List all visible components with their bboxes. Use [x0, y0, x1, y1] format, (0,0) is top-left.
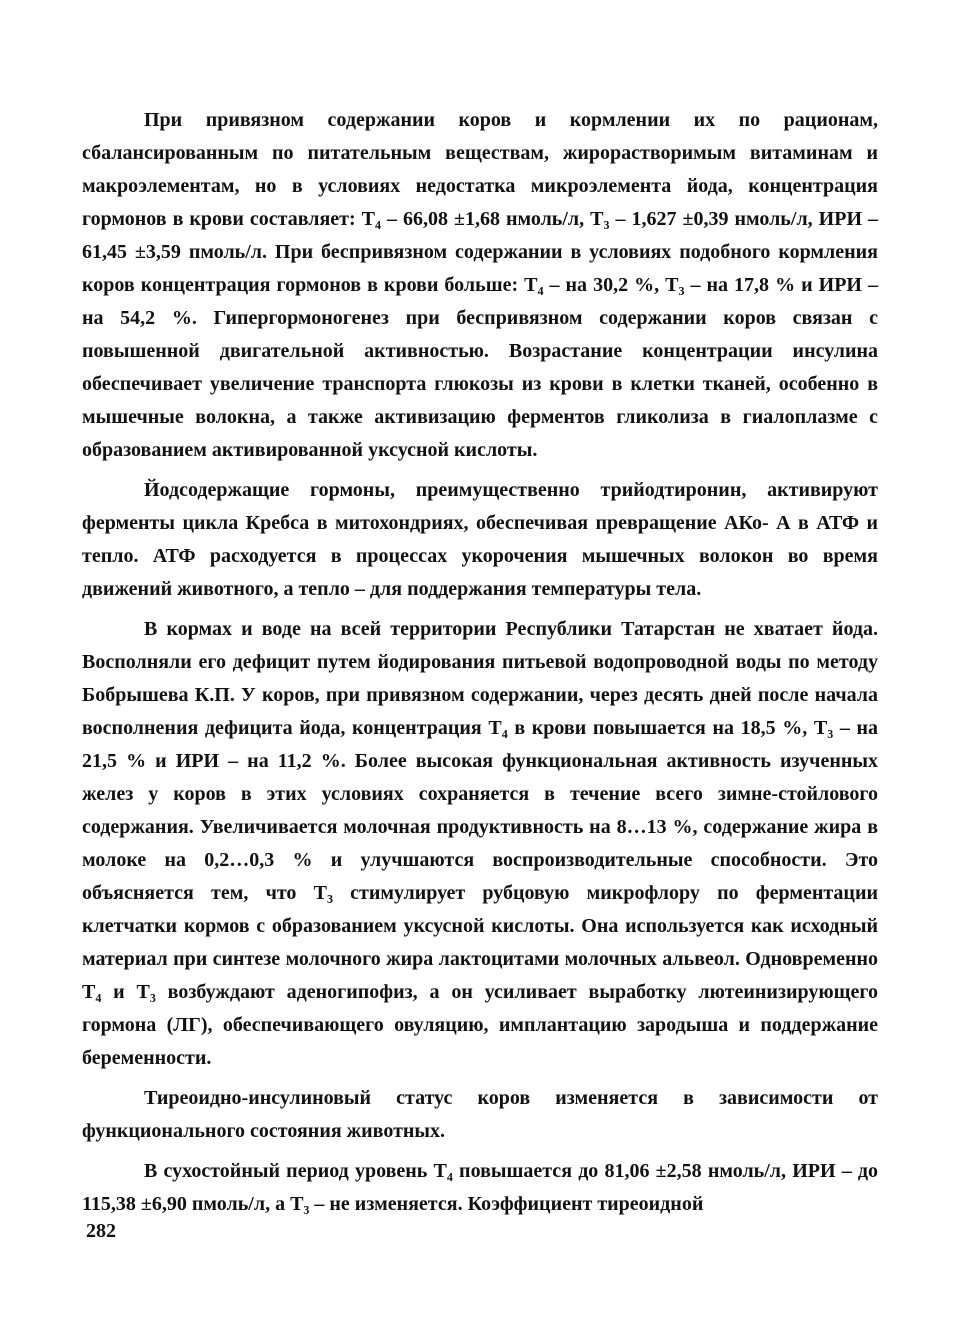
document-body	[82, 104, 878, 1221]
paragraph-iodine-hormones: Йодсодержащие гормоны, преимущественно трийодтиронин, активируют ферменты цикла Кребса в митохондриях, обеспечивая превращение АКо- А в АТФ и тепло. АТФ расходуется в процессах укорочения мышечных волокон во время движений животного, а тепло – для поддержания температуры тела.	[82, 479, 878, 600]
paragraph-dry-period: В сухостойный период уровень Т₄ повышается до 81,06 ±2,58 нмоль/л, ИРИ – до 115,38 ±6,90 пмоль/л, а Т₃ – не изменяется. Коэффициент тиреоидной	[82, 1160, 878, 1215]
paragraph-thyroid-insulin-status: Тиреоидно-инсулиновый статус коров изменяется в зависимости от функционального состояния животных.	[82, 1087, 878, 1142]
paragraph-iodine-deficiency: В кормах и воде на всей территории Республики Татарстан не хватает йода. Восполняли его дефицит путем йодирования питьевой водопроводной воды по методу Бобрышева К.П. У коров, при привязном содержании, через десять дней после начала восполнения дефицита йода, концентрация Т₄ в крови повышается на 18,5 %, Т₃ – на 21,5 % и ИРИ – на 11,2 %. Более высокая функциональная активность изученных желез у коров в этих условиях сохраняется в течение всего зимне-стойлового содержания. Увеличивается молочная продуктивность на 8…13 %, содержание жира в молоке на 0,2…0,3 % и улучшаются воспроизводительные способности. Это объясняется тем, что Т₃ стимулирует рубцовую микрофлору по ферментации клетчатки кормов с образованием уксусной кислоты. Она используется как исходный материал при синтезе молочного жира лактоцитами молочных альвеол. Одновременно Т₄ и Т₃ возбуждают аденогипофиз, а он усиливает выработку лютеинизирующего гормона (ЛГ), обеспечивающего овуляцию, имплантацию зародыша и поддержание беременности.	[82, 618, 878, 1069]
paragraph-housing-hormones: При привязном содержании коров и кормлении их по рационам, сбалансированным по питательным веществам, жирорастворимым витаминам и макроэлементам, но в условиях недостатка микроэлемента йода, концентрация гормонов в крови составляет: Т₄ – 66,08 ±1,68 нмоль/л, Т₃ – 1,627 ±0,39 нмоль/л, ИРИ – 61,45 ±3,59 пмоль/л. При беспривязном содержании в условиях подобного кормления коров концентрация гормонов в крови больше: Т₄ – на 30,2 %, Т₃ – на 17,8 % и ИРИ – на 54,2 %. Гипергормоногенез при беспривязном содержании коров связан с повышенной двигательной активностью. Возрастание концентрации инсулина обеспечивает увеличение транспорта глюкозы из крови в клетки тканей, особенно в мышечные волокна, а также активизацию ферментов гликолиза в гиалоплазме с образованием активированной уксусной кислоты.	[82, 109, 878, 461]
page-number: 282	[86, 1220, 116, 1242]
